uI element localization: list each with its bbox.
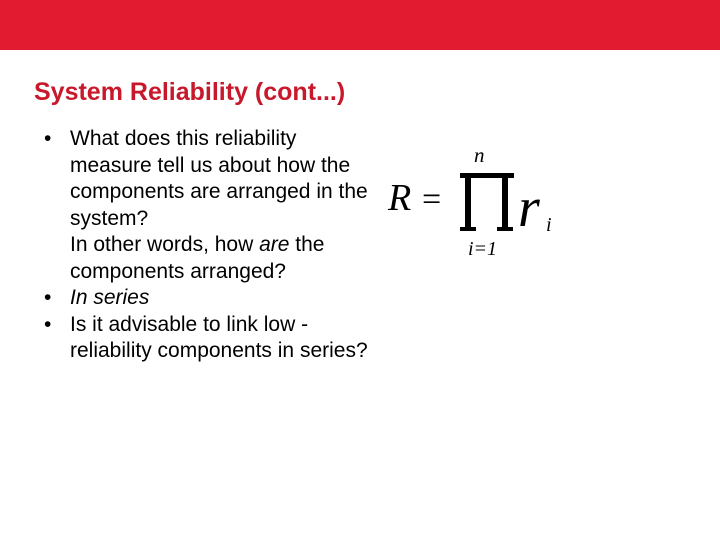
formula-upper-limit: n — [474, 144, 485, 167]
bullet-text-post: the components arranged? — [70, 233, 325, 283]
bullet-item — [44, 312, 374, 365]
slide-title: System Reliability (cont...) — [34, 78, 346, 106]
formula-subscript: i — [546, 214, 552, 236]
formula-term: r — [518, 177, 540, 239]
formula-equals: = — [422, 181, 442, 218]
bullet-dot-icon: • — [44, 127, 52, 150]
bullet-text: In series — [70, 286, 150, 309]
bullet-dot-icon: • — [44, 286, 52, 309]
bullet-list — [44, 126, 374, 365]
bullet-text: Is it advisable to link low -reliability components in series? — [70, 312, 368, 362]
formula-svg — [384, 144, 584, 264]
bullet-item — [44, 126, 374, 285]
bullet-text: What does this reliability measure tell us about how the components are arranged in the system? — [70, 127, 368, 230]
top-accent-bar — [0, 0, 720, 50]
bullet-item — [44, 285, 374, 312]
bullet-text-pre: In other words, how — [70, 233, 260, 256]
reliability-formula — [384, 144, 584, 264]
formula-lhs: R — [388, 177, 412, 219]
bullet-continuation — [70, 232, 374, 285]
bullet-text-emphasis: are — [259, 233, 290, 256]
product-symbol-icon — [460, 173, 514, 231]
formula-lower-limit: i=1 — [468, 238, 498, 260]
bullet-dot-icon: • — [44, 312, 52, 336]
